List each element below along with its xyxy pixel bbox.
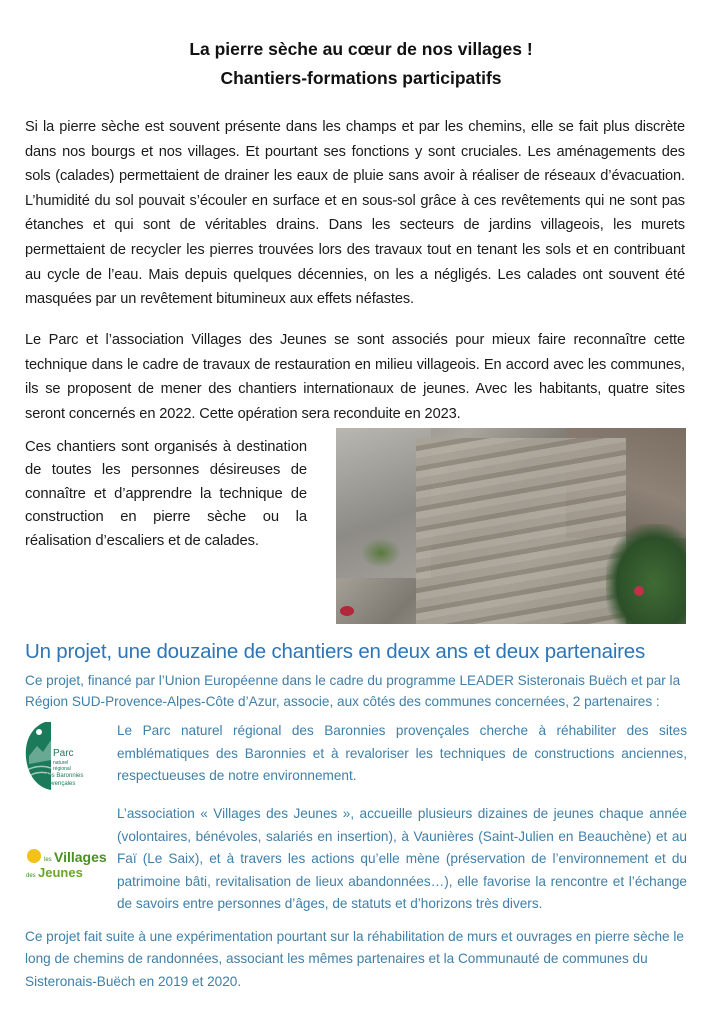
parc-baronnies-logo — [23, 720, 107, 792]
parc-logo-icon — [23, 720, 107, 792]
svg-text:des: des — [26, 873, 36, 879]
photo-plant-left — [361, 538, 401, 568]
svg-text:des Baronnies: des Baronnies — [45, 773, 84, 779]
svg-text:Parc: Parc — [53, 748, 74, 759]
calade-photo — [336, 428, 686, 624]
title-line-2: Chantiers-formations participatifs — [220, 68, 502, 88]
svg-text:Jeunes: Jeunes — [38, 865, 83, 880]
photo-flower — [634, 586, 644, 596]
partner-vdj-text: L’association « Villages des Jeunes », accueille plusieurs dizaines de jeunes chaque année (volontaires, bénévoles, salariés en insertion), à Vaunières (Saint-Julien en Beauchène) et au Faï (Le Saix), et à travers les actions qu’elle mène (préservation de l’environnement et du patrimoine bâti, revitalisation de lieux abandonnées…), elle favorise la rencontre et l’échange de savoirs entre personnes d’âges, de statuts et d’horizons très divers. — [117, 806, 687, 912]
svg-text:naturel: naturel — [53, 760, 69, 766]
partner-parc-text: Le Parc naturel régional des Baronnies provençales cherche à réhabiliter des sites emblématiques des Baronnies et à revaloriser les techniques de constructions anciennes, respectueuses de notre environnement. — [117, 723, 687, 784]
paragraph-partnership: Le Parc et l’association Villages des Jeunes se sont associés pour mieux faire reconnaître cette technique dans le cadre de travaux de restauration en milieu villageois. En accord avec les communes, ils se proposent de mener des chantiers internationaux de jeunes. Avec les habitants, quatre sites seront concernés en 2022. Cette opération sera reconduite en 2023. — [25, 332, 685, 422]
section-heading: Un projet, une douzaine de chantiers en deux ans et deux partenaires — [25, 640, 646, 663]
photo-stone-path — [416, 438, 626, 624]
vdj-logo-icon — [24, 846, 114, 880]
svg-text:les: les — [44, 857, 52, 863]
svg-text:régional: régional — [53, 766, 71, 772]
villages-des-jeunes-logo — [24, 846, 114, 880]
photo-plant-right — [606, 524, 686, 624]
document-title — [0, 35, 722, 93]
closing-paragraph: Ce projet fait suite à une expérimentation pourtant sur la réhabilitation de murs et ouvrages en pierre sèche le long de chemins de randonnées, associant les mêmes partenaires et la Communauté de communes du Sisteronais-Buëch en 2019 et 2020. — [25, 929, 684, 989]
paragraph-chantiers: Ces chantiers sont organisés à destination de toutes les personnes désireuses de connaître et d’apprendre la technique de construction en pierre sèche ou la réalisation d’escaliers et de calades. — [25, 439, 307, 549]
svg-text:provençales: provençales — [43, 781, 76, 787]
paragraph-intro: Si la pierre sèche est souvent présente dans les champs et par les chemins, elle se fait plus discrète dans nos bourgs et nos villages. Et pourtant ses fonctions y sont cruciales. Les aménagements des sols (calades) permettaient de drainer les eaux de pluie sans avoir à réaliser de réseaux d’évacuation. L’humidité du sol pouvait s’écouler en surface et en sous-sol grâce à ces revêtements qui ne sont pas étanches et qui sont de véritables drains. Dans les secteurs de jardins villageois, les murets permettaient de recycler les pierres trouvées lors des travaux tout en tenant les sols et en contribuant au cycle de l’eau. Mais depuis quelques décennies, on les a négligés. Les calades ont souvent été masquées par un revêtement bitumineux aux effets néfastes. — [25, 119, 685, 308]
svg-text:Villages: Villages — [54, 849, 107, 865]
title-line-1: La pierre sèche au cœur de nos villages ! — [189, 39, 533, 59]
section-intro: Ce projet, financé par l’Union Européenne dans le cadre du programme LEADER Sisteronais Buëch et par la Région SUD-Provence-Alpes-Côte d’Azur, associe, aux côtés des communes concernées, 2 partenaires : — [25, 673, 681, 709]
photo-flower — [340, 606, 354, 616]
